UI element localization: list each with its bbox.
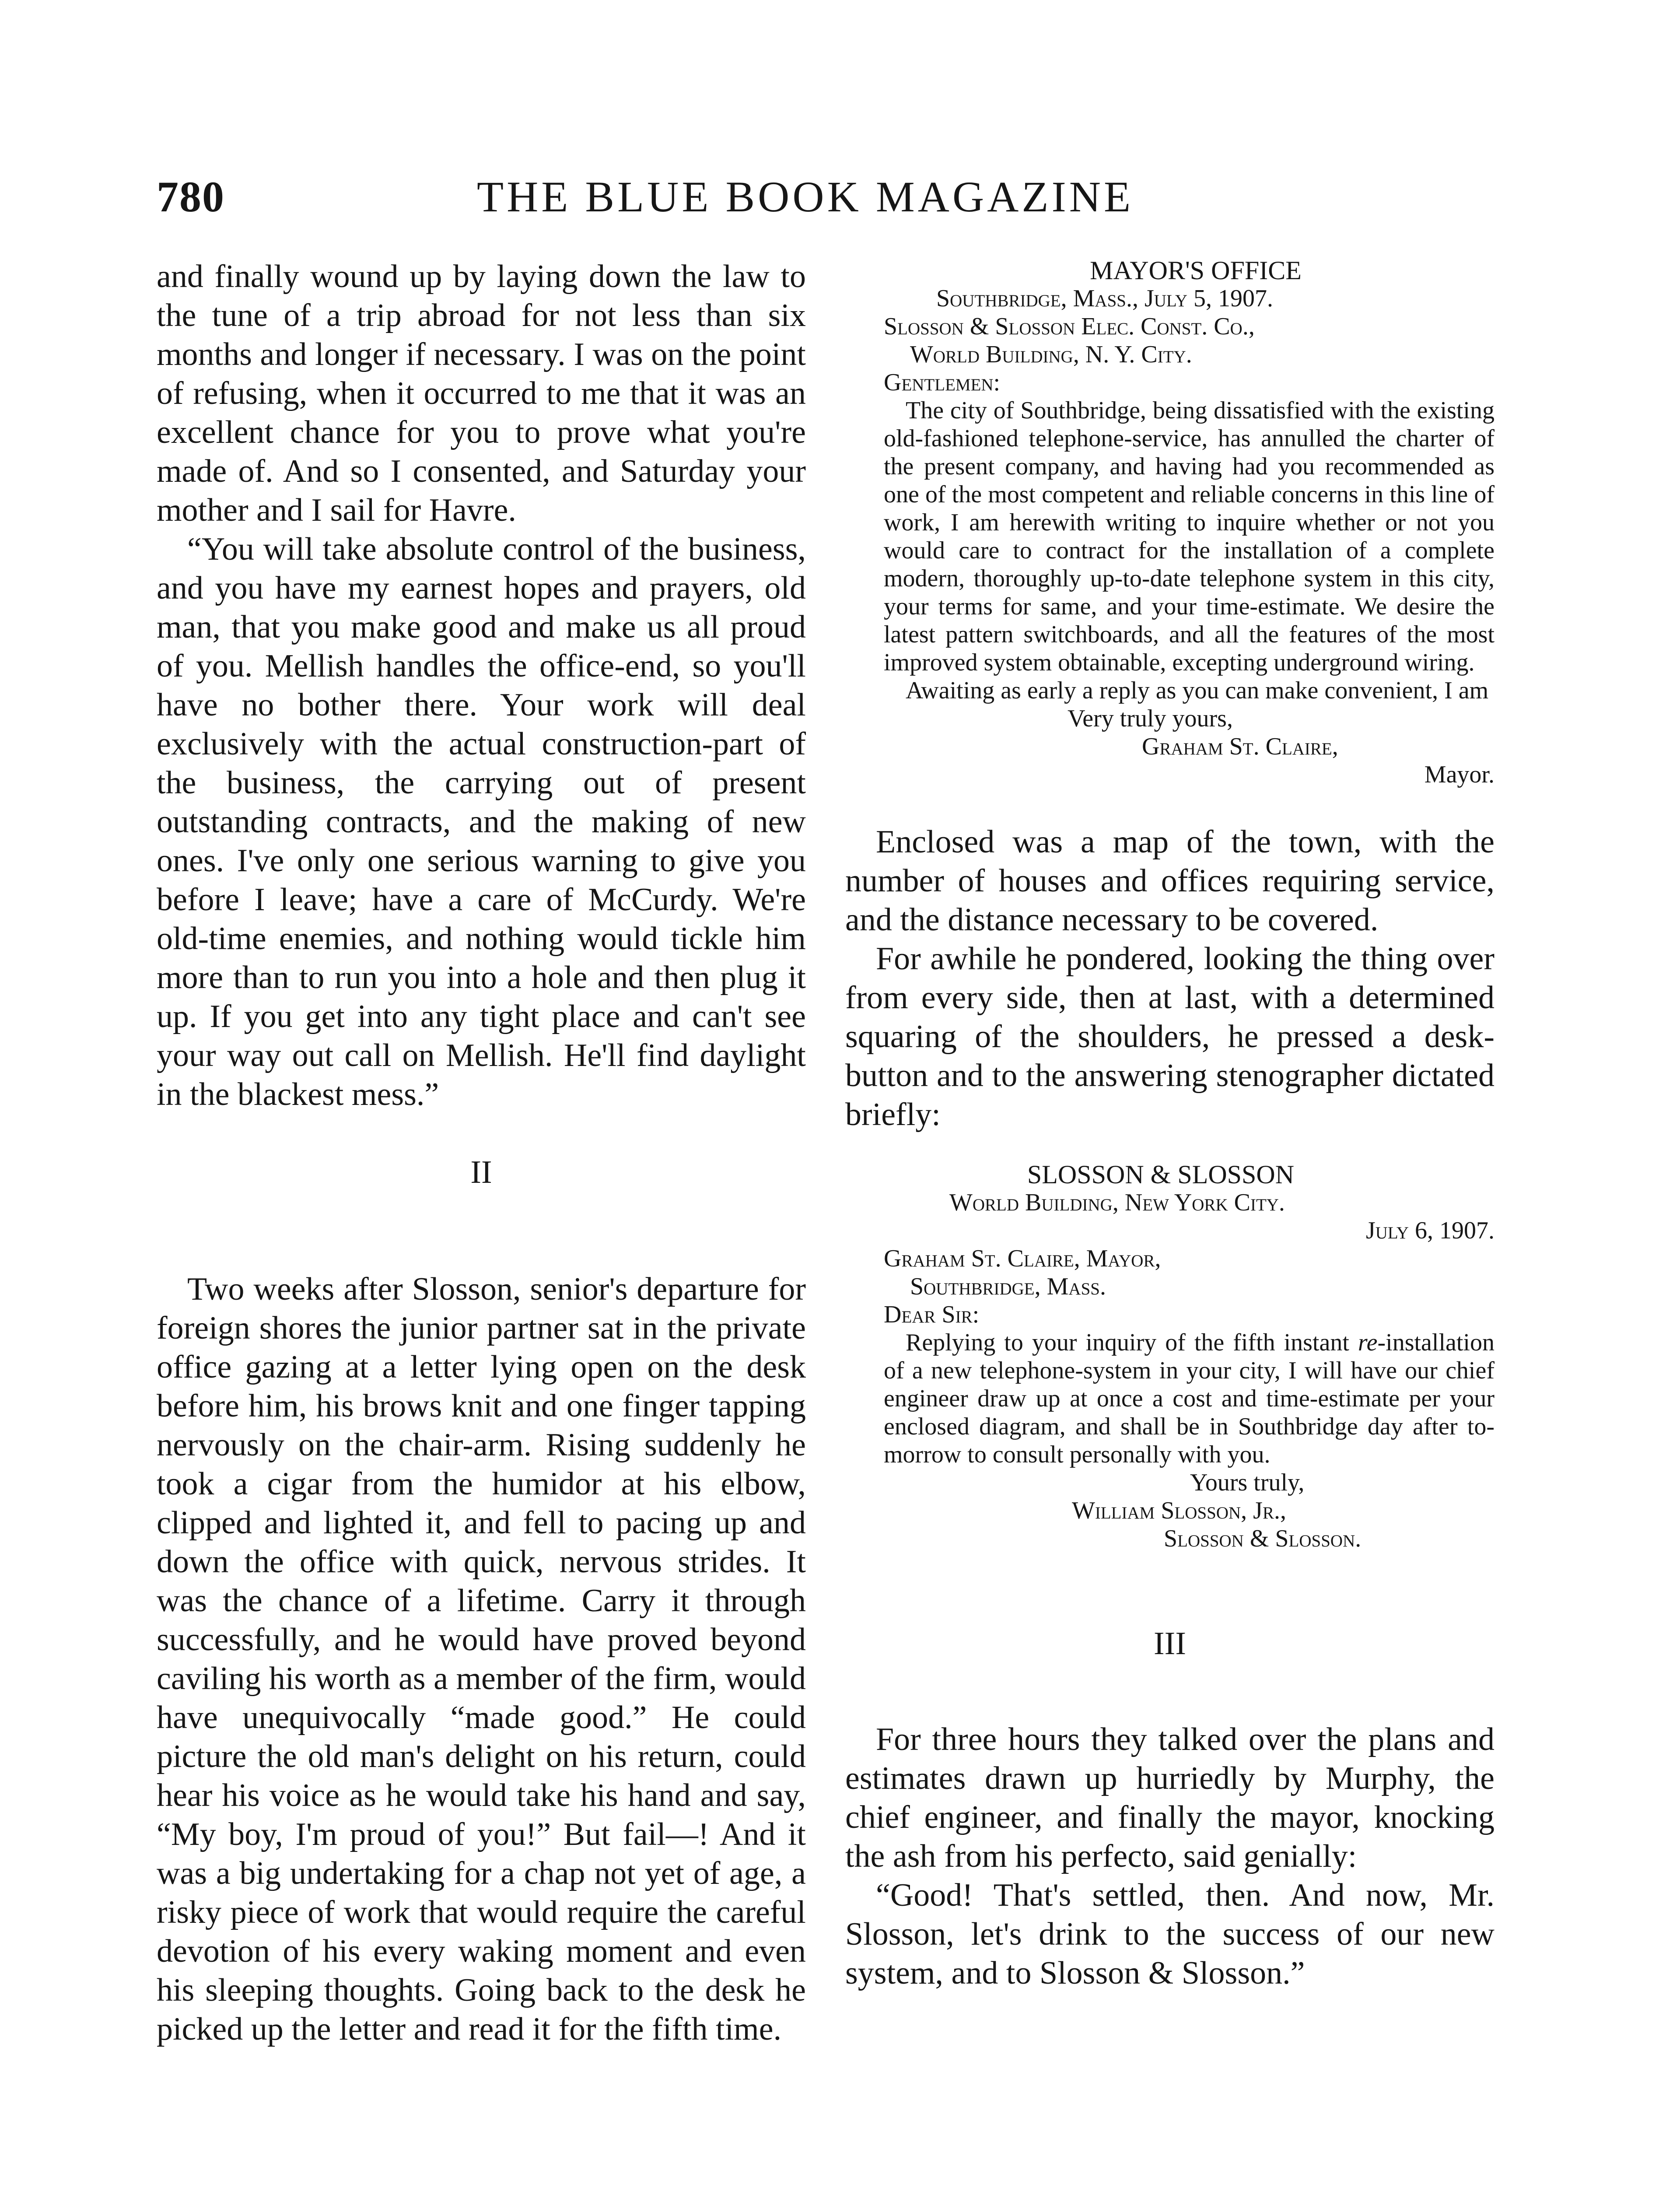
letter-addressee: Slosson & Slosson Elec. Const. Co., [884, 313, 1255, 340]
paragraph: “You will take absolute control of the business, and you have my earnest hopes and prayers, old man, that you make good and make us all proud of you. Mellish handles the office-end, so you'll have no bother there. Your work will deal exclusively with the actual construction-part of the business, the carrying out of present outstanding contracts, and the making of new ones. I've only one serious warning to give you before I leave; have a care of McCurdy. We're old-time enemies, and nothing would tickle him more than to run you into a hole and then plug it up. If you get into any tight place and can't see your way out call on Mellish. He'll find daylight in the blackest mess.” [157, 531, 806, 1112]
letter-date: July 6, 1907. [1365, 1217, 1494, 1244]
letter-addressee: World Building, N. Y. City. [910, 341, 1192, 368]
letter-closing: Yours truly, [1190, 1469, 1305, 1496]
letter-signer-title: Mayor. [1424, 761, 1494, 788]
left-column [157, 257, 806, 2049]
section-heading-ii: II [470, 1154, 492, 1190]
letter-dateline: Southbridge, Mass., July 5, 1907. [936, 285, 1274, 312]
paragraph: “Good! That's settled, then. And now, Mr. Slosson, let's drink to the success of our new system, and to Slosson & Slosson.” [845, 1877, 1494, 1991]
letter-signature: William Slosson, Jr., [1072, 1497, 1286, 1524]
letter-closing-line: Awaiting as early a reply as you can make convenient, I am [906, 677, 1489, 704]
section-heading-iii: III [1154, 1626, 1186, 1662]
letter-heading: MAYOR'S OFFICE [1090, 256, 1302, 285]
paragraph: and finally wound up by laying down the law to the tune of a trip abroad for not less than six months and longer if necessary. I was on the point of refusing, when it occurred to me that it was an excellent chance for you to prove what you're made of. And so I consented, and Saturday your mother and I sail for Havre. [157, 259, 806, 528]
letter-body: The city of Southbridge, being dissatisfied with the existing old-fashioned telephone-service, has annulled the charter of the present company, and having had you recommended as one of the most competent and reliable concerns in this line of work, I am herewith writing to inquire whether or not you would care to contract for the installation of a complete modern, thoroughly up-to-date telephone system in this city, your terms for same, and your time-estimate. We desire the latest pattern switchboards, and all the features of the most improved system obtainable, excepting underground wiring. [884, 397, 1494, 676]
letter-addressee: Graham St. Claire, Mayor, [884, 1245, 1161, 1272]
letter-address: World Building, New York City. [949, 1189, 1285, 1216]
letter-firm: Slosson & Slosson. [1164, 1525, 1362, 1552]
slosson-letter [884, 1161, 1494, 1553]
paragraph: Enclosed was a map of the town, with the number of houses and offices requiring service, and the distance necessary to be covered. [845, 824, 1494, 938]
letter-signature: Graham St. Claire, [1142, 733, 1338, 760]
right-column [845, 258, 1494, 1993]
letter-addressee: Southbridge, Mass. [910, 1273, 1106, 1300]
paragraph: Two weeks after Slosson, senior's departure for foreign shores the junior partner sat in the private office gazing at a letter lying open on the desk before him, his brows knit and one finger tapping nervously on the chair-arm. Rising suddenly he took a cigar from the humidor at his elbow, clipped and lighted it, and fell to pacing up and down the office with quick, nervous strides. It was the chance of a lifetime. Carry it through successfully, and he would have proved beyond caviling his worth as a member of the firm, would have unequivocally “made good.” He could picture the old man's delight on his return, could hear his voice as he would take his hand and say, “My boy, I'm proud of you!” But fail—! And it was a big undertaking for a chap not yet of age, a risky piece of work that would require the careful devotion of his every waking moment and even his sleeping thoughts. Going back to the desk he picked up the letter and read it for the fifth time. [157, 1271, 806, 2047]
page-number: 780 [157, 172, 225, 221]
mayor-letter [884, 256, 1494, 789]
running-head: THE BLUE BOOK MAGAZINE [477, 172, 1134, 221]
paragraph: For awhile he pondered, looking the thing over from every side, then at last, with a determined squaring of the shoulders, he pressed a desk-button and to the answering stenographer dictated briefly: [845, 941, 1494, 1133]
paragraph: For three hours they talked over the plans and estimates drawn up hurriedly by Murphy, the chief engineer, and finally the mayor, knocking the ash from his perfecto, said genially: [845, 1722, 1494, 1874]
letter-heading: SLOSSON & SLOSSON [1027, 1160, 1295, 1189]
letter-closing: Very truly yours, [1068, 705, 1233, 732]
letter-salutation: Dear Sir: [884, 1301, 980, 1328]
letter-body: Replying to your inquiry of the fifth instant re-installation of a new telephone-system in your city, I will have our chief engineer draw up at once a cost and time-estimate per your enclosed diagram, and shall be in Southbridge day after to-morrow to consult personally with you. [884, 1329, 1494, 1468]
letter-salutation: Gentlemen: [884, 369, 1001, 396]
